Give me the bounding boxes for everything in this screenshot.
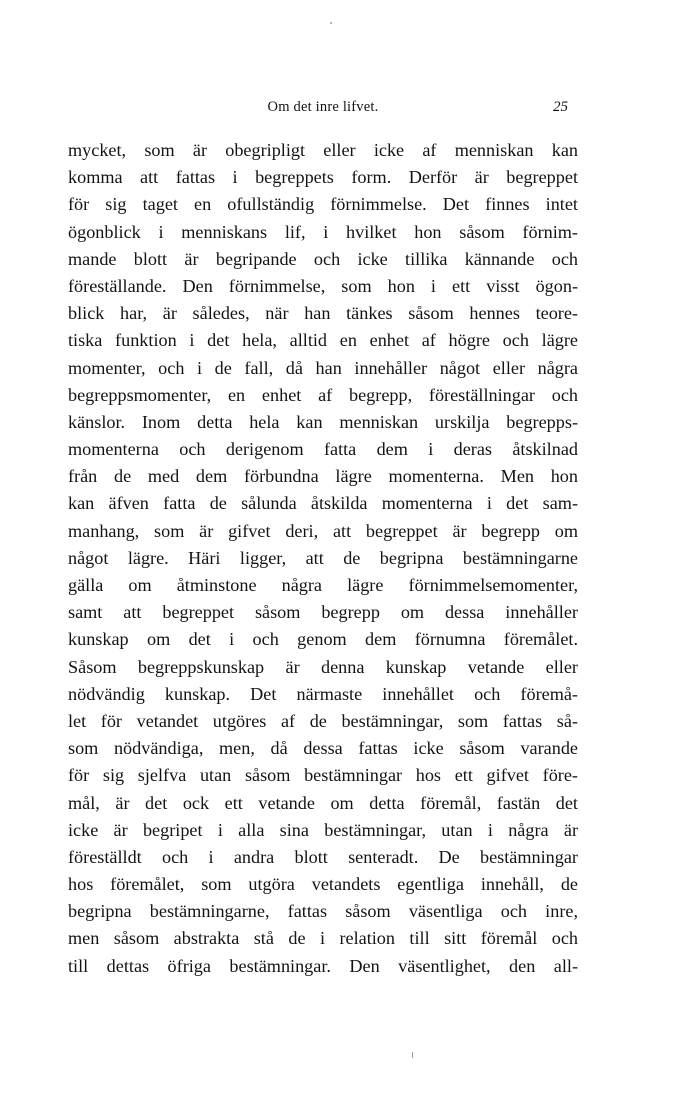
text-line: nödvändig kunskap. Det närmaste innehållet och föremå- bbox=[68, 683, 578, 704]
text-line: mande blott är begripande och icke tillika kännande och bbox=[68, 248, 578, 269]
text-line: föreställande. Den förnimmelse, som hon i ett visst ögon- bbox=[68, 275, 578, 296]
body-text bbox=[68, 137, 578, 980]
scan-speck bbox=[330, 22, 332, 24]
text-line: föreställdt och i andra blott senteradt. De bestämningar bbox=[68, 846, 578, 867]
text-line: ögonblick i menniskans lif, i hvilket hon såsom förnim- bbox=[68, 221, 578, 242]
running-title: Om det inre lifvet. bbox=[267, 99, 379, 115]
text-line: Såsom begreppskunskap är denna kunskap vetande eller bbox=[68, 656, 578, 677]
scan-speck bbox=[412, 1052, 413, 1058]
text-line: mål, är det ock ett vetande om detta föremål, fastän det bbox=[68, 792, 578, 813]
text-line: kunskap om det i och genom dem förnumna föremålet. bbox=[68, 629, 578, 650]
running-header bbox=[68, 99, 578, 119]
text-line: manhang, som är gifvet deri, att begreppet är begrepp om bbox=[68, 520, 578, 541]
text-line: känslor. Inom detta hela kan menniskan urskilja begrepps- bbox=[68, 411, 578, 432]
text-line: hos föremålet, som utgöra vetandets egentliga innehåll, de bbox=[68, 874, 578, 895]
text-line: för sig taget en ofullständig förnimmelse. Det finnes intet bbox=[68, 194, 578, 215]
text-line: men såsom abstrakta stå de i relation till sitt föremål och bbox=[68, 928, 578, 949]
text-line: let för vetandet utgöres af de bestämningar, som fattas så- bbox=[68, 710, 578, 731]
text-line: momenterna och derigenom fatta dem i deras åtskilnad bbox=[68, 439, 578, 460]
text-line: till dettas öfriga bestämningar. Den väsentlighet, den all- bbox=[68, 955, 578, 976]
text-line: komma att fattas i begreppets form. Derför är begreppet bbox=[68, 167, 578, 188]
text-line: gälla om åtminstone några lägre förnimmelsemomenter, bbox=[68, 575, 578, 595]
text-line: tiska funktion i det hela, alltid en enhet af högre och lägre bbox=[68, 330, 578, 351]
text-line: samt att begreppet såsom begrepp om dessa innehåller bbox=[68, 602, 578, 623]
text-line: från de med dem förbundna lägre momenterna. Men hon bbox=[68, 466, 578, 487]
text-line: blick har, är således, när han tänkes såsom hennes teore- bbox=[68, 303, 578, 324]
text-line: momenter, och i de fall, då han innehåller något eller några bbox=[68, 357, 578, 378]
page-number: 25 bbox=[553, 99, 568, 115]
text-line: något lägre. Häri ligger, att de begripna bestämningarne bbox=[68, 547, 578, 568]
text-line: för sig sjelfva utan såsom bestämningar hos ett gifvet före- bbox=[68, 765, 578, 786]
text-line: begripna bestämningarne, fattas såsom väsentliga och inre, bbox=[68, 901, 578, 922]
text-line: mycket, som är obegripligt eller icke af menniskan kan bbox=[68, 140, 578, 160]
text-line: kan äfven fatta de sålunda åtskilda momenterna i det sam- bbox=[68, 493, 578, 514]
text-line: som nödvändiga, men, då dessa fattas icke såsom varande bbox=[68, 738, 578, 759]
text-line: begreppsmomenter, en enhet af begrepp, föreställningar och bbox=[68, 384, 578, 405]
text-line: icke är begripet i alla sina bestämningar, utan i några är bbox=[68, 819, 578, 840]
